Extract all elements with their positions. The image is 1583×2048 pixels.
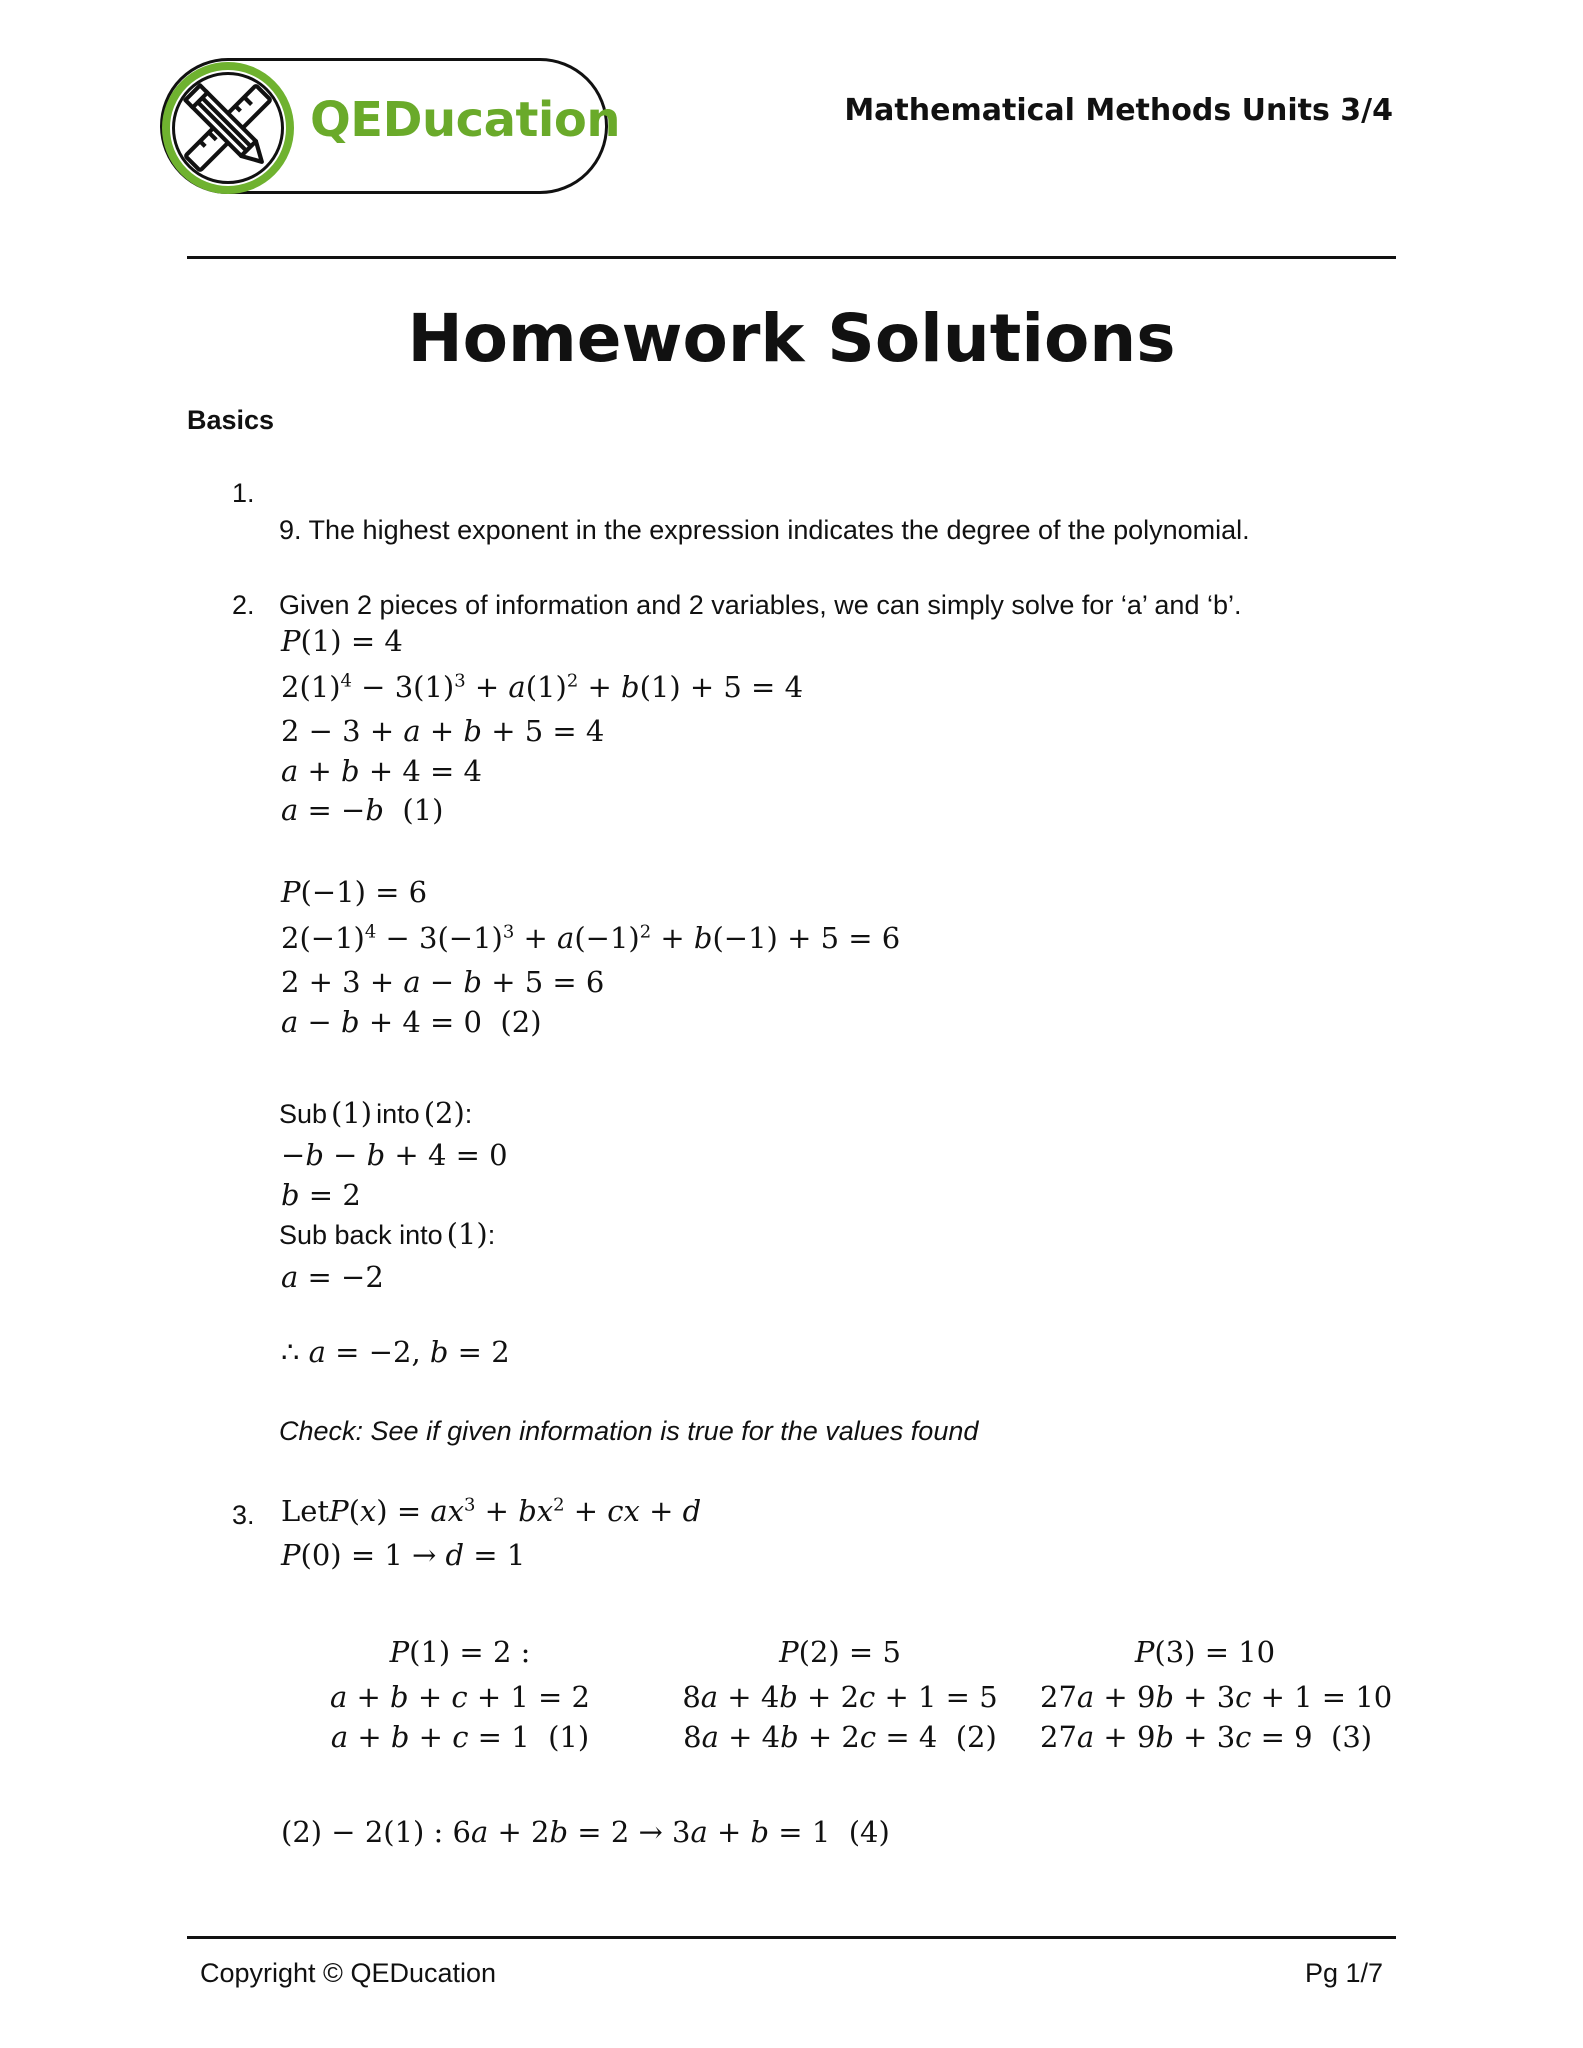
sub-ref: (2) — [423, 1096, 465, 1130]
equation-line: a = −2 — [281, 1260, 384, 1294]
equation-line: P(−1) = 6 — [281, 875, 428, 909]
equation-line: P(0) = 1 → d = 1 — [281, 1538, 526, 1572]
course-title: Mathematical Methods Units 3/4 — [844, 93, 1393, 128]
sub-ref: (1) — [446, 1217, 488, 1251]
question-number-1: 1. — [232, 478, 255, 508]
equation-line: 2 + 3 + a − b + 5 = 6 — [281, 965, 605, 999]
question-number-3: 3. — [232, 1500, 255, 1530]
equation-line: 27a + 9b + 3c + 1 = 10 — [1040, 1680, 1393, 1714]
equation-line: P(3) = 10 — [1134, 1635, 1276, 1669]
sub-label: Sub — [279, 1099, 328, 1129]
footer-divider — [187, 1936, 1396, 1939]
equation-line: 8a + 4b + 2c + 1 = 5 — [682, 1680, 998, 1714]
equation-line: 27a + 9b + 3c = 9 (3) — [1040, 1720, 1373, 1754]
equation-line: 8a + 4b + 2c = 4 (2) — [683, 1720, 997, 1754]
sub-back-label: Sub back into — [279, 1220, 443, 1250]
equation-line: (2) − 2(1) : 6a + 2b = 2 → 3a + b = 1 (4) — [281, 1815, 890, 1849]
header-divider — [187, 256, 1396, 259]
question-number-2: 2. — [232, 590, 255, 620]
equation-line: $2(-1)^4 - 3(-1)^3 + a(-1)^2 + b(-1) + 5 = 6$ — [281, 921, 901, 955]
equation-line: ∴ a = −2, b = 2 — [281, 1335, 510, 1369]
equation-line: −b − b + 4 = 0 — [281, 1138, 508, 1172]
equation-line: P(1) = 2 : — [389, 1635, 531, 1669]
check-note: Check: See if given information is true for the values found — [279, 1416, 979, 1446]
sub-into: into — [376, 1099, 420, 1129]
equation-line: P(1) = 4 — [281, 624, 403, 658]
brand-name: QEDucation — [310, 92, 620, 148]
substitution-note: Sub back into (1): — [279, 1217, 496, 1251]
equation-line: P(2) = 5 — [779, 1635, 901, 1669]
substitution-note: Sub (1) into (2): — [279, 1096, 473, 1130]
equation-line: a = −b (1) — [281, 793, 444, 827]
equation-line: 2 − 3 + a + b + 5 = 4 — [281, 714, 605, 748]
question-1-answer: 9. The highest exponent in the expression indicates the degree of the polynomial. — [279, 515, 1250, 545]
footer-copyright: Copyright © QEDucation — [200, 1958, 497, 1988]
page-number: Pg 1/7 — [1304, 1958, 1383, 1988]
equation-line: a + b + c = 1 (1) — [330, 1720, 590, 1754]
equation-line: a + b + c + 1 = 2 — [330, 1680, 590, 1714]
sub-ref: (1) — [331, 1096, 373, 1130]
equation-line: a − b + 4 = 0 (2) — [281, 1005, 542, 1039]
equation-line: b = 2 — [281, 1178, 361, 1212]
equation-line: $2(1)^4 - 3(1)^3 + a(1)^2 + b(1) + 5 = 4$ — [281, 670, 804, 704]
equation-line: a + b + 4 = 4 — [281, 754, 482, 788]
section-heading: Basics — [187, 405, 275, 435]
pencil-ruler-cross-icon — [176, 76, 280, 180]
let-word: Let — [281, 1494, 330, 1528]
page-title: Homework Solutions — [407, 300, 1176, 377]
question-2-intro: Given 2 pieces of information and 2 variables, we can simply solve for ‘a’ and ‘b’. — [279, 590, 1242, 620]
equation-line: LetP(x) = $ax^3 + bx^2$ + cx + d — [281, 1494, 702, 1528]
